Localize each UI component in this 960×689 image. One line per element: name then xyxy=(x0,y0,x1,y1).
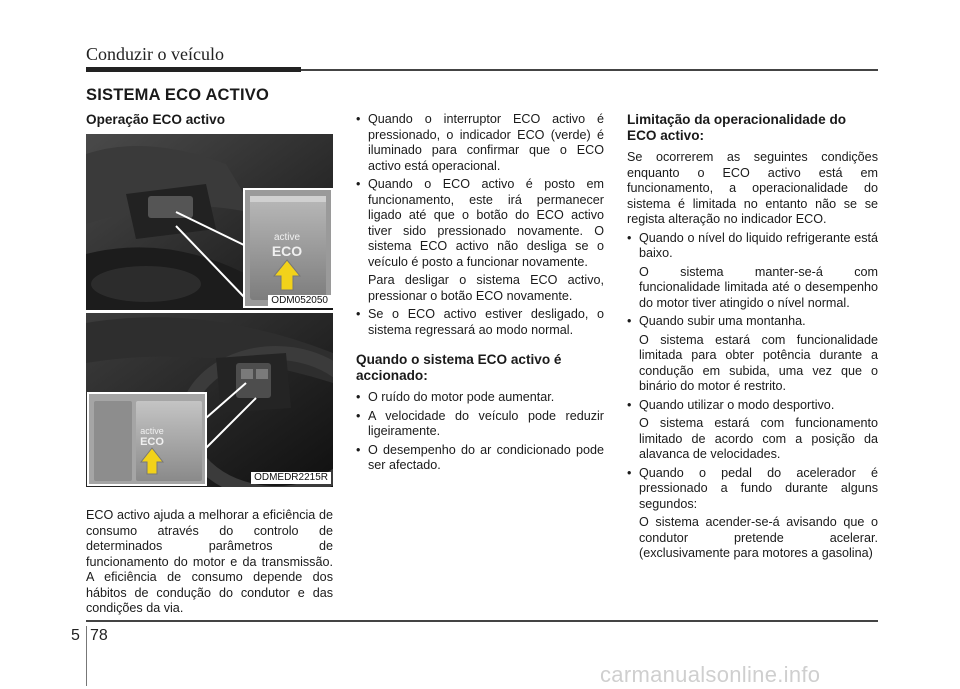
list-item-detail: Para desligar o sistema ECO activo, pressionar o botão ECO novamente. xyxy=(368,273,604,303)
operation-bullets xyxy=(356,112,604,270)
list-item: • Se o ECO activo estiver desligado, o sistema regressará ao modo normal. xyxy=(356,307,604,338)
list-item: • O ruído do motor pode aumentar. xyxy=(356,390,604,406)
header-rule-thin xyxy=(301,69,878,71)
limitation-heading: Limitação da operacionalidade do ECO activo: xyxy=(627,112,847,143)
list-item: • O desempenho do ar condicionado pode ser afectado. xyxy=(356,443,604,474)
page-number-separator xyxy=(86,626,87,686)
list-item: • Quando o nível do liquido refrigerante está baixo. xyxy=(627,231,878,262)
limitation-intro: Se ocorrerem as seguintes condições enquanto o ECO activo está em funcionamento, a operacionalidade do sistema é limitada no entanto não se se regista alteração no indicador ECO. xyxy=(627,150,878,226)
activated-heading: Quando o sistema ECO activo é accionado: xyxy=(356,352,562,383)
figure2-caption: ODMEDR2215R xyxy=(251,472,331,484)
column-middle xyxy=(356,112,604,477)
column-left xyxy=(86,112,333,617)
list-item: • A velocidade do veículo pode reduzir ligeiramente. xyxy=(356,409,604,440)
steering-photo-illustration xyxy=(86,313,333,487)
button-label-active-1: active xyxy=(273,232,301,243)
eco-intro-paragraph: ECO activo ajuda a melhorar a eficiência de consumo através do controlo de determinados parâmetros de funcionamento do motor e da transmissão. A eficiência de consumo depende dos hábitos de condução do condutor e das condições da via. xyxy=(86,508,333,615)
button-label-active-2: active xyxy=(140,426,164,436)
list-item: • Quando o ECO activo é posto em funcionamento, este irá permanecer ligado até que o botão do ECO activo tiver sido pressionado novamente. O sistema ECO activo não desliga se o veículo é posto a funcionar novamente. xyxy=(356,177,604,270)
figure1-caption: ODM052050 xyxy=(268,295,331,307)
limitation-list xyxy=(627,231,878,262)
list-item: • Quando o pedal do acelerador é pressionado a fundo durante alguns segundos: xyxy=(627,466,878,513)
dashboard-photo-illustration xyxy=(86,134,333,310)
figure-eco-button-dashboard xyxy=(86,134,333,310)
activated-bullets xyxy=(356,390,604,474)
list-item-detail: O sistema acender-se-á avisando que o condutor pretende acelerar. (exclusivamente para motores a gasolina) xyxy=(639,515,878,560)
list-item: • Quando o interruptor ECO activo é pressionado, o indicador ECO (verde) é iluminado para confirmar que o ECO activo está operacional. xyxy=(356,112,604,174)
list-item: • Quando subir uma montanha. xyxy=(627,314,878,330)
header-rule-thick xyxy=(86,67,301,72)
page-number: 78 xyxy=(90,627,108,644)
list-item: • Quando utilizar o modo desportivo. xyxy=(627,398,878,414)
button-label-eco-2: ECO xyxy=(140,436,164,448)
footer-rule xyxy=(86,620,878,622)
button-label-eco-1: ECO xyxy=(271,243,303,259)
list-item-detail: O sistema estará com funcionalidade limitada para obter potência durante a condução em subida, uma vez que o binário do motor é restrito. xyxy=(639,332,878,393)
limitation-list-4 xyxy=(627,466,878,513)
watermark: carmanualsonline.info xyxy=(600,662,821,687)
list-item-detail: O sistema estará com funcionamento limitado de acordo com a posição da alavanca de velocidades. xyxy=(639,416,878,461)
figure-eco-button-steering xyxy=(86,313,333,487)
list-item-detail: O sistema manter-se-á com funcionalidade limitada até o desempenho do motor tiver atingido o nível normal. xyxy=(639,264,878,310)
column-right xyxy=(627,112,878,565)
limitation-list-3 xyxy=(627,398,878,414)
chapter-title: Conduzir o veículo xyxy=(86,44,224,64)
operation-bullets-cont xyxy=(356,307,604,338)
chapter-number: 5 xyxy=(71,627,80,644)
operation-heading: Operação ECO activo xyxy=(86,112,226,127)
section-title: SISTEMA ECO ACTIVO xyxy=(86,86,269,104)
limitation-list-2 xyxy=(627,314,878,330)
